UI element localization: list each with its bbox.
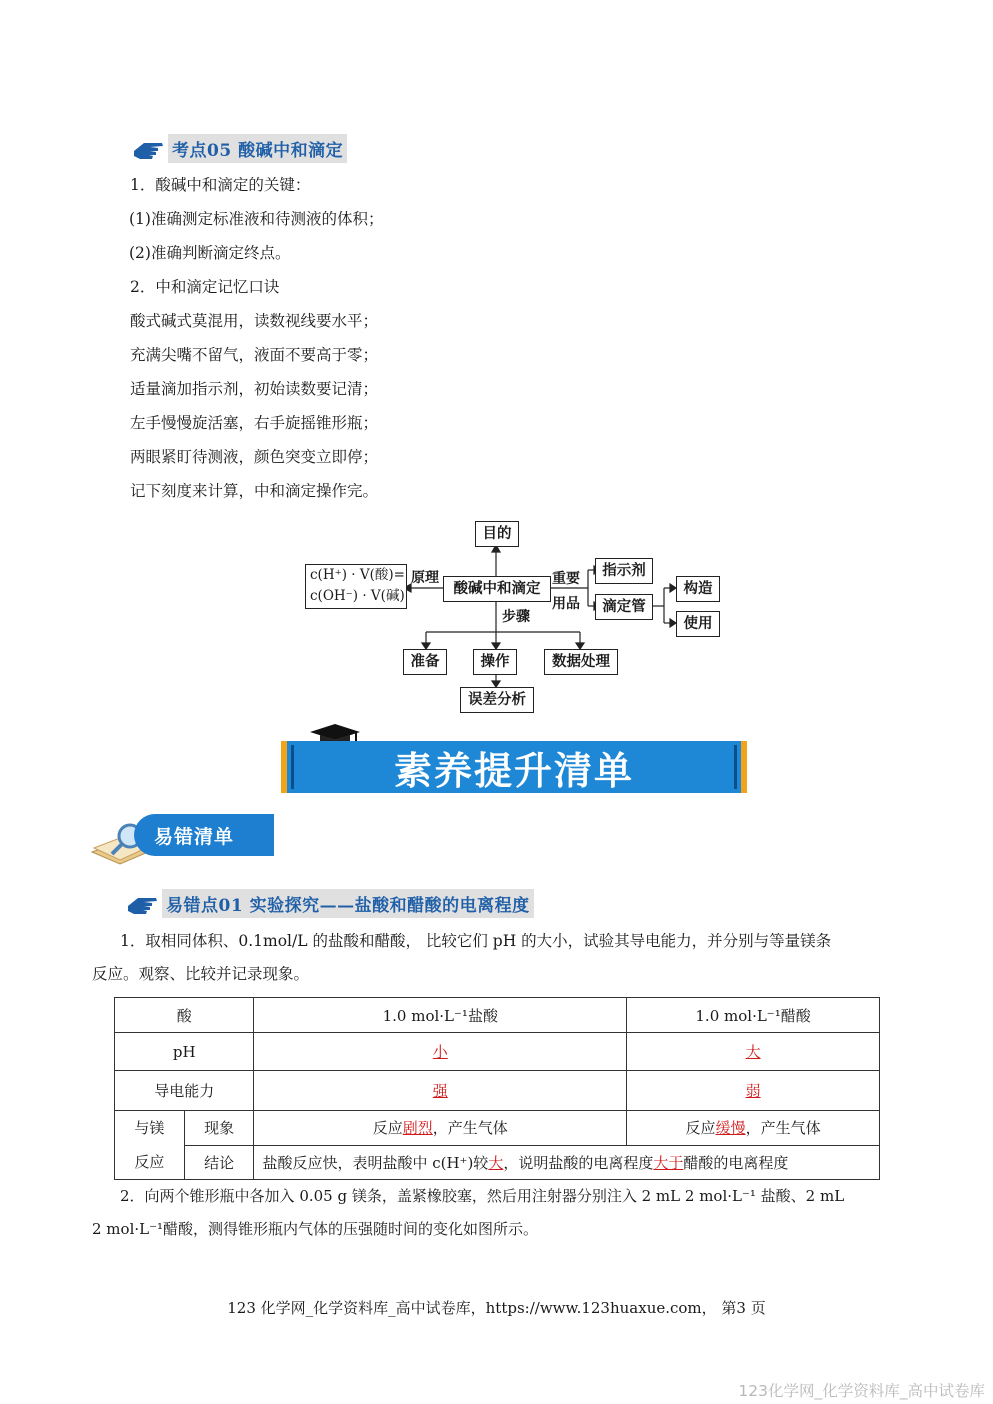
error-list-tag-label: 易错清单 <box>154 825 235 848</box>
text-line: 记下刻度来计算，中和滴定操作完。 <box>130 482 379 500</box>
conclusion-answer-2: 大于 <box>653 1153 684 1172</box>
ph-label: pH <box>115 1033 254 1071</box>
table-row <box>115 1145 880 1180</box>
header-acid: 酸 <box>115 998 254 1033</box>
conclusion-label: 结论 <box>184 1145 254 1180</box>
diagram-box-indicator: 指示剂 <box>595 558 653 584</box>
pointing-hand-icon <box>126 892 160 916</box>
diagram-box-operate: 操作 <box>473 649 517 675</box>
section-05-title: 考点05 酸碱中和滴定 <box>168 134 347 163</box>
intro-line-1: 1．取相同体积、0.1mol/L 的盐酸和醋酸， 比较它们 pH 的大小，试验其导电能力，并分别与等量镁条 <box>120 932 832 950</box>
conductivity-hac: 弱 <box>745 1082 761 1100</box>
error-list-tag <box>134 814 274 856</box>
phenomenon-hac-answer: 缓慢 <box>715 1119 746 1138</box>
text-line: (1)准确测定标准液和待测液的体积； <box>129 210 384 228</box>
watermark: 123化学网_化学资料库_高中试卷库 <box>738 1382 985 1400</box>
ph-hac: 大 <box>745 1043 761 1061</box>
section-err01-header <box>126 889 534 918</box>
diagram-box-prepare: 准备 <box>403 649 447 675</box>
section-err01-title: 易错点01 实验探究——盐酸和醋酸的电离程度 <box>162 889 534 918</box>
table-row <box>115 1033 880 1071</box>
conclusion-post: 醋酸的电离程度 <box>683 1153 789 1172</box>
banner-stripe-right <box>734 745 737 789</box>
text-line: (2)准确判断滴定终点。 <box>129 244 291 262</box>
phenomenon-hcl-answer: 剧烈 <box>402 1119 433 1138</box>
table-row <box>115 998 880 1033</box>
diagram-box-formula <box>305 564 407 609</box>
phenomenon-hac <box>627 1111 880 1146</box>
page-footer: 123 化学网_化学资料库_高中试卷库，https://www.123huaxue.com， 第3 页 <box>227 1299 766 1317</box>
ph-hcl: 小 <box>432 1043 448 1061</box>
conclusion-text <box>254 1145 880 1180</box>
conductivity-hcl: 强 <box>432 1082 448 1100</box>
diagram-box-usage: 使用 <box>676 611 720 637</box>
mg-reaction-label <box>115 1111 185 1180</box>
header-hcl: 1.0 mol·L⁻¹盐酸 <box>254 998 627 1033</box>
text-line: 适量滴加指示剂，初始读数要记清； <box>130 380 379 398</box>
banner <box>281 741 747 793</box>
diagram-box-error-analysis: 误差分析 <box>460 687 534 713</box>
text-line: 左手慢慢旋活塞，右手旋摇锥形瓶； <box>130 414 379 432</box>
formula-line-1: c(H⁺) · V(酸)= <box>310 567 405 583</box>
phenomenon-hcl-pre: 反应 <box>372 1119 403 1138</box>
banner-title: 素养提升清单 <box>393 748 634 793</box>
mg-label-line-1: 与镁 <box>134 1119 165 1137</box>
intro-line-2: 反应。观察、比较并记录现象。 <box>92 965 310 983</box>
diagram-label-steps: 步骤 <box>502 609 530 625</box>
para2-line-1: 2．向两个锥形瓶中各加入 0.05 g 镁条，盖紧橡胶塞，然后用注射器分别注入 2 mL 2 mol·L⁻¹ 盐酸、2 mL <box>120 1187 845 1205</box>
conductivity-label: 导电能力 <box>115 1071 254 1111</box>
diagram-label-supplies: 用品 <box>552 596 580 612</box>
phenomenon-hac-post: ，产生气体 <box>745 1119 821 1138</box>
phenomenon-label: 现象 <box>184 1111 254 1146</box>
text-line: 1．酸碱中和滴定的关键： <box>130 176 311 194</box>
text-line: 2．中和滴定记忆口诀 <box>130 278 280 296</box>
para2-line-2: 2 mol·L⁻¹醋酸，测得锥形瓶内气体的压强随时间的变化如图所示。 <box>92 1220 539 1238</box>
diagram-box-structure: 构造 <box>676 576 720 602</box>
text-line: 酸式碱式莫混用，读数视线要水平； <box>130 312 379 330</box>
phenomenon-hcl-post: ，产生气体 <box>432 1119 508 1138</box>
diagram-label-important: 重要 <box>552 571 580 587</box>
comparison-table <box>114 997 880 1180</box>
diagram-box-data-process: 数据处理 <box>544 649 618 675</box>
conclusion-answer-1: 大 <box>488 1153 504 1172</box>
header-hac: 1.0 mol·L⁻¹醋酸 <box>627 998 880 1033</box>
phenomenon-hcl <box>254 1111 627 1146</box>
banner-stripe-left <box>291 745 294 789</box>
mg-label-line-2: 反应 <box>134 1153 165 1171</box>
conclusion-pre: 盐酸反应快，表明盐酸中 c(H⁺)较 <box>262 1153 489 1172</box>
text-line: 两眼紧盯待测液，颜色突变立即停； <box>130 448 379 466</box>
formula-line-2: c(OH⁻) · V(碱) <box>310 588 405 604</box>
table-row <box>115 1071 880 1111</box>
diagram-box-center: 酸碱中和滴定 <box>443 576 551 602</box>
text-line: 充满尖嘴不留气，液面不要高于零； <box>130 346 379 364</box>
diagram-box-burette: 滴定管 <box>595 594 653 620</box>
phenomenon-hac-pre: 反应 <box>685 1119 716 1138</box>
conclusion-mid: ，说明盐酸的电离程度 <box>503 1153 654 1172</box>
diagram-label-principle: 原理 <box>411 570 439 586</box>
table-row <box>115 1111 880 1146</box>
diagram-box-purpose: 目的 <box>475 521 519 547</box>
